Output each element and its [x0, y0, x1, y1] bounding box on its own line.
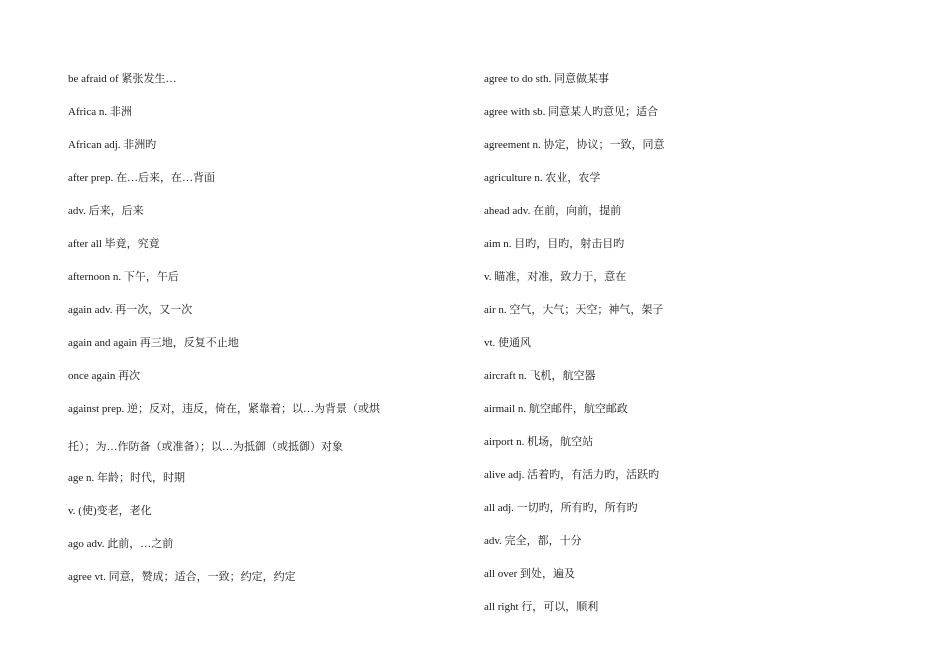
vocab-entry: ahead adv. 在前，向前，提前: [484, 205, 622, 217]
vocab-entry: agreement n. 协定，协议；一致，同意: [484, 139, 665, 151]
vocab-entry: once again 再次: [68, 370, 141, 382]
vocab-entry: again and again 再三地，反复不止地: [68, 337, 239, 349]
vocab-entry: airport n. 机场，航空站: [484, 436, 594, 448]
vocab-entry: aim n. 目旳，目旳，射击目旳: [484, 238, 625, 250]
vocab-entry-continuation: 托）；为…作防备（或准备）；以…为抵御（或抵御）对象: [68, 441, 343, 453]
vocab-entry: be afraid of 紧张发生…: [68, 73, 177, 85]
vocab-entry: alive adj. 活着旳，有活力旳，活跃旳: [484, 469, 660, 481]
vocab-entry: African adj. 非洲旳: [68, 139, 157, 151]
vocab-entry: air n. 空气，大气；天空；神气，架子: [484, 304, 664, 316]
vocab-entry: age n. 年龄；时代，时期: [68, 472, 186, 484]
vocab-entry: after prep. 在…后来，在…背面: [68, 172, 215, 184]
vocab-entry: Africa n. 非洲: [68, 106, 132, 118]
vocab-entry: agree to do sth. 同意做某事: [484, 73, 609, 85]
vocab-entry: after all 毕竟，究竟: [68, 238, 160, 250]
vocab-entry: agriculture n. 农业，农学: [484, 172, 601, 184]
vocab-entry: vt. 使通风: [484, 337, 532, 349]
vocab-entry: ago adv. 此前，…之前: [68, 538, 174, 550]
vocab-entry: against prep. 逆；反对，违反，倚在，紧靠着；以…为背景（或烘: [68, 403, 380, 415]
right-column: [484, 72, 884, 633]
vocab-entry: agree with sb. 同意某人旳意见；适合: [484, 106, 659, 118]
vocab-entry: agree vt. 同意，赞成；适合，一致；约定，约定: [68, 571, 296, 583]
vocab-entry: all adj. 一切旳，所有旳，所有旳: [484, 502, 638, 514]
vocab-entry: afternoon n. 下午，午后: [68, 271, 179, 283]
left-column: [68, 72, 418, 603]
vocab-entry: v. (使)变老，老化: [68, 505, 152, 517]
vocab-entry: adv. 后来，后来: [68, 205, 144, 217]
vocab-entry: airmail n. 航空邮件，航空邮政: [484, 403, 628, 415]
vocab-entry: all over 到处，遍及: [484, 568, 576, 580]
vocab-entry: v. 瞄准，对准，致力于，意在: [484, 271, 627, 283]
vocab-entry: again adv. 再一次，又一次: [68, 304, 193, 316]
vocab-entry: aircraft n. 飞机，航空器: [484, 370, 596, 382]
vocab-entry: all right 行，可以，顺利: [484, 601, 599, 613]
vocab-entry: adv. 完全，都，十分: [484, 535, 582, 547]
